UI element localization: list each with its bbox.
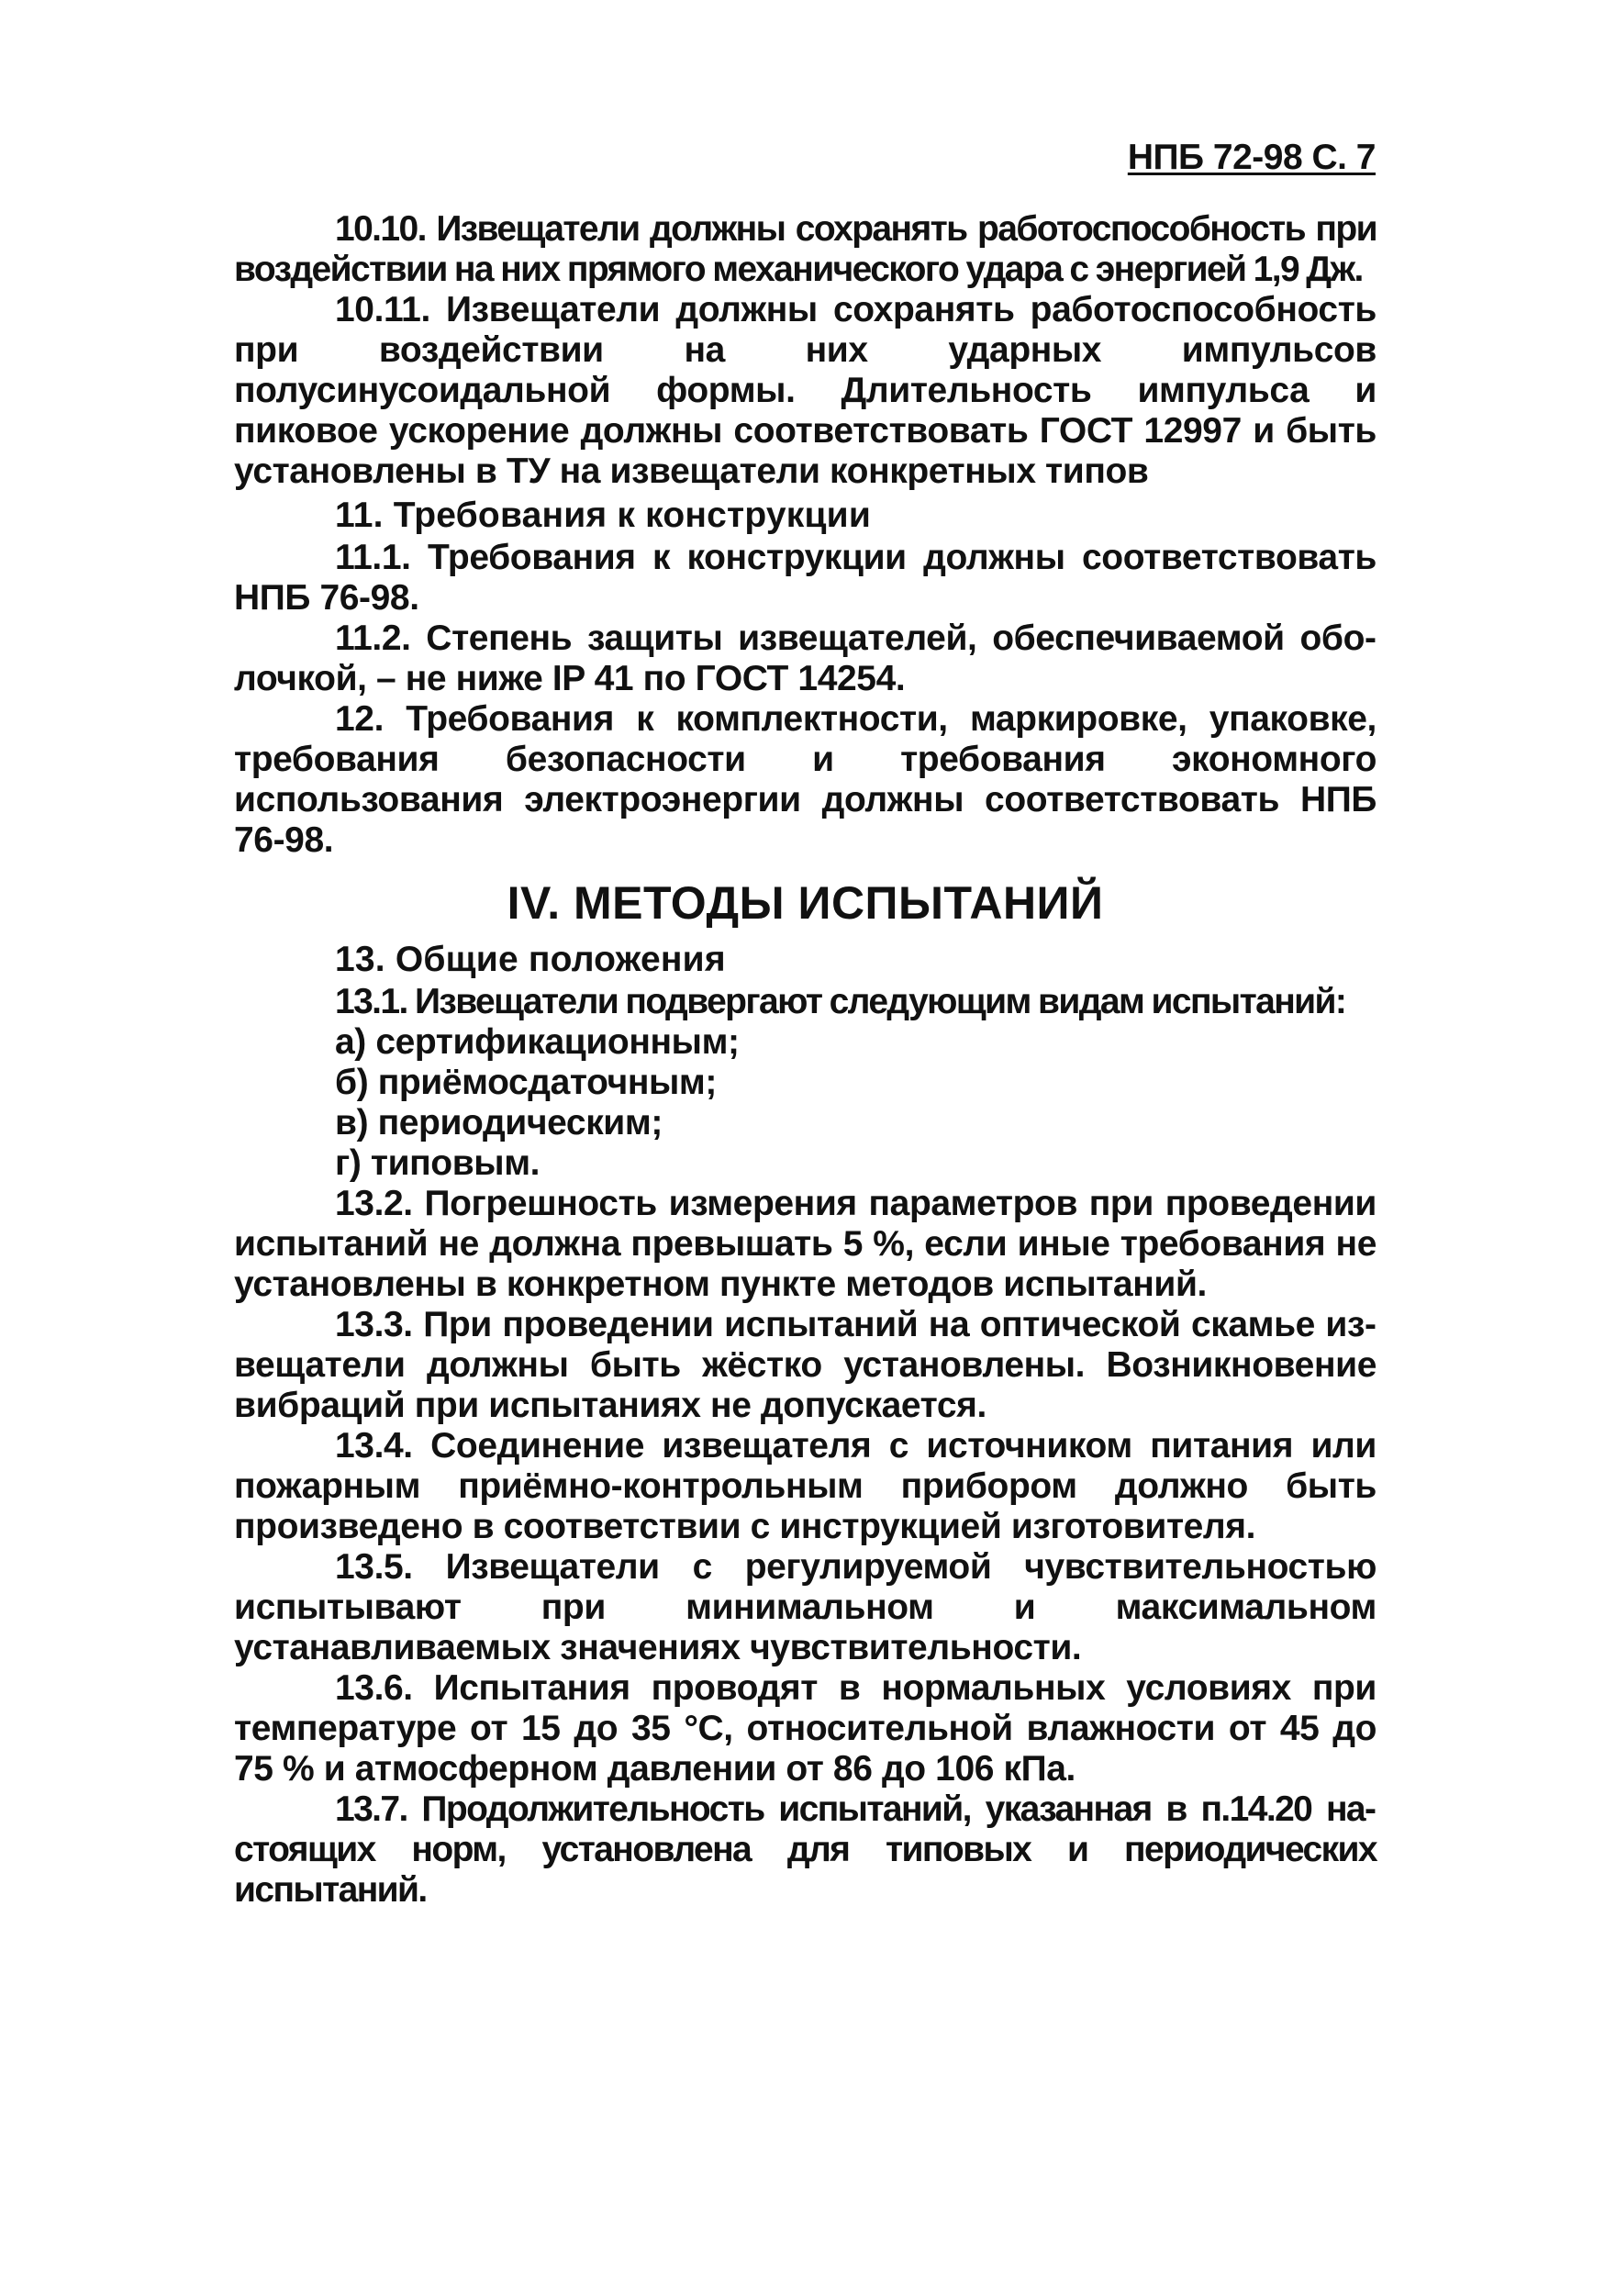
paragraph-12: 12. Требования к комплектности, маркировке, упаковке, требования безопасности и требования экономного использования электроэнергии должны соответствовать НПБ 76-98. (234, 699, 1377, 860)
heading-11: 11. Требования к конструкции (335, 496, 871, 535)
paragraph-13-6: 13.6. Испытания проводят в нормальных условиях при температуре от 15 до 35 °С, относительной влажности от 45 до 75 % и атмосферном давлении от 86 до 106 кПа. (234, 1668, 1377, 1789)
paragraph-11-2: 11.2. Степень защиты извещателей, обеспечиваемой оболочкой, – не ниже IP 41 по ГОСТ 14254. (234, 619, 1377, 698)
paragraph-13-2: 13.2. Погрешность измерения параметров при проведении испытаний не должна превышать 5 %, если иные требования не установлены в конкретном пункте методов испытаний. (234, 1184, 1377, 1304)
list-item: в) периодическим; (335, 1103, 663, 1142)
list-item: а) сертификационным; (335, 1022, 740, 1062)
paragraph-13-1: 13.1. Извещатели подвергают следующим видам испытаний: (335, 982, 1346, 1021)
paragraph-13-3: 13.3. При проведении испытаний на оптической скамье извещатели должны быть жёстко установлены. Возникновение вибраций при испытаниях не допускается. (234, 1305, 1377, 1425)
paragraph-13-7: 13.7. Продолжительность испытаний, указанная в п.14.20 настоящих норм, установлена для типовых и периодических испытаний. (234, 1789, 1377, 1910)
paragraph-13-4: 13.4. Соединение извещателя с источником питания или пожарным приёмно-контрольным прибором должно быть произведено в соответствии с инструкцией изготовителя. (234, 1426, 1377, 1546)
paragraph-11-1: 11.1. Требования к конструкции должны соответствовать НПБ 76-98. (234, 538, 1377, 618)
paragraph-10-10: 10.10. Извещатели должны сохранять работоспособность при воздействии на них прямого механического удара с энергией 1,9 Дж. (234, 209, 1377, 289)
paragraph-13-5: 13.5. Извещатели с регулируемой чувствительностью испытывают при минимальном и максимальном устанавливаемых значениях чувствительности. (234, 1547, 1377, 1667)
body-text (234, 209, 1377, 1911)
heading-13: 13. Общие положения (335, 940, 726, 979)
list-item: б) приёмосдаточным; (335, 1063, 717, 1102)
list-item: г) типовым. (335, 1143, 541, 1183)
page-header: НПБ 72-98 С. 7 (1127, 138, 1376, 177)
section-title-iv: IV. МЕТОДЫ ИСПЫТАНИЙ (507, 877, 1104, 929)
paragraph-10-11: 10.11. Извещатели должны сохранять работоспособность при воздействии на них ударных импульсов полусинусоидальной формы. Длительность импульса и пиковое ускорение должны соответствовать ГОСТ 12997 и быть установлены в ТУ на извещатели конкретных типов (234, 290, 1377, 491)
